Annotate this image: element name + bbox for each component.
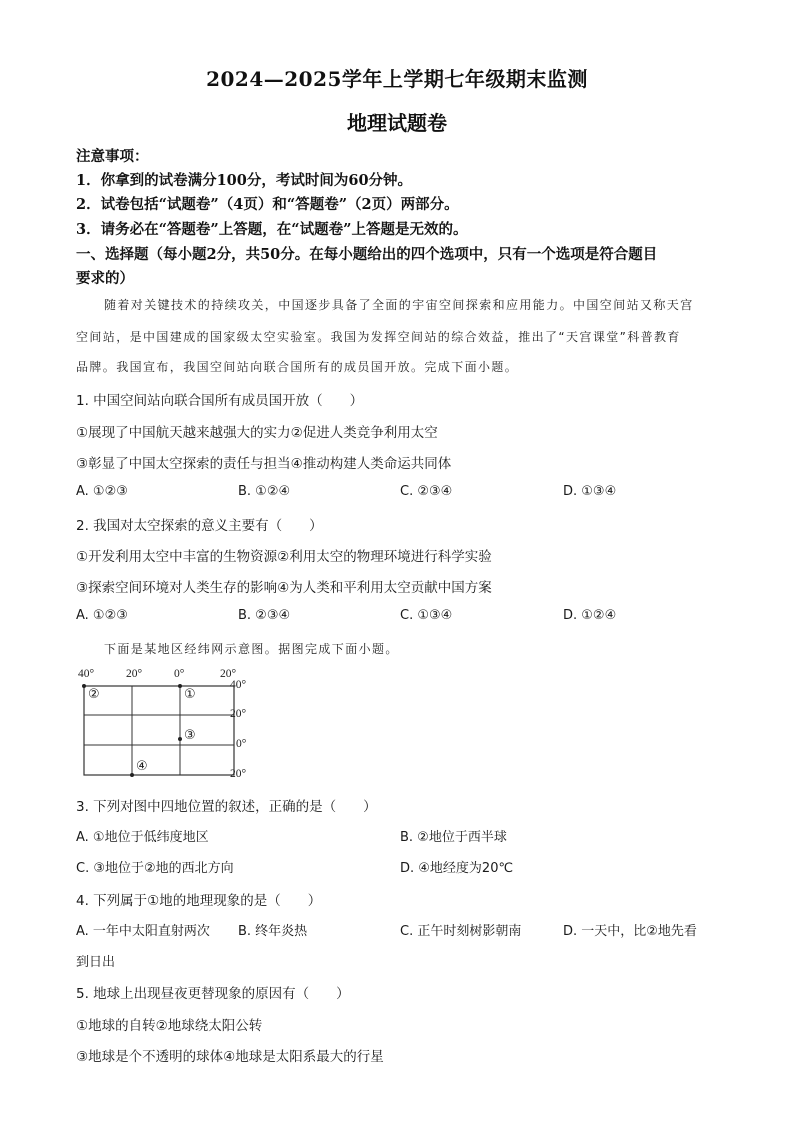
question-4-option-d-cont: 到日出 [76,955,116,970]
point-4-dot [130,773,134,777]
question-4-stem: 4. 下列属于①地的地理现象的是（ ） [76,893,322,909]
point-3-label: ③ [184,728,196,743]
question-2-option-c: C. ①③④ [400,608,453,623]
question-3-option-b: B. ②地位于西半球 [400,830,507,845]
graticule-map [74,668,264,783]
question-1-option-b: B. ①②④ [238,484,291,499]
lat-label: 40° [230,679,247,691]
exam-subtitle: 地理试题卷 [347,111,447,135]
question-4-option-d: D. 一天中，比②地先看 [563,924,697,939]
point-1-dot [178,684,182,688]
question-5-stem: 5. 地球上出现昼夜更替现象的原因有（ ） [76,986,350,1002]
lon-label: 20° [220,668,237,680]
question-1-statements-1: ①展现了中国航天越来越强大的实力②促进人类竞争利用太空 [76,425,438,441]
question-2-option-b: B. ②③④ [238,608,291,623]
passage-line: 品牌。我国宣布，我国空间站向联合国所有的成员国开放。完成下面小题。 [76,360,519,374]
question-2-stem: 2. 我国对太空探索的意义主要有（ ） [76,518,323,534]
lon-label: 20° [126,668,143,680]
question-3-option-c: C. ③地位于②地的西北方向 [76,861,234,876]
question-2-option-a: A. ①②③ [76,608,128,623]
question-1-stem: 1. 中国空间站向联合国所有成员国开放（ ） [76,393,364,409]
question-4-option-a: A. 一年中太阳直射两次 [76,924,210,939]
section-heading-line1: 一、选择题（每小题2分，共50分。在每小题给出的四个选项中，只有一个选项是符合题目 [76,246,658,263]
exam-title: 2024—2025学年上学期七年级期末监测 [206,67,588,91]
question-5-statements-1: ①地球的自转②地球绕太阳公转 [76,1018,263,1034]
lon-label: 40° [78,668,95,680]
point-2-dot [82,684,86,688]
passage-line: 随着对关键技术的持续攻关，中国逐步具备了全面的宇宙空间探索和应用能力。中国空间站又称天宫 [104,298,694,312]
question-2-statements-1: ①开发利用太空中丰富的生物资源②利用太空的物理环境进行科学实验 [76,549,492,565]
section-heading-line2: 要求的） [76,270,134,287]
passage-line: 空间站，是中国建成的国家级太空实验室。我国为发挥空间站的综合效益，推出了“天宫课堂”科普教育 [76,330,681,344]
question-1-option-c: C. ②③④ [400,484,453,499]
question-3-option-a: A. ①地位于低纬度地区 [76,830,209,845]
question-5-statements-2: ③地球是个不透明的球体④地球是太阳系最大的行星 [76,1049,384,1065]
lat-label: 0° [236,738,247,750]
lon-label: 0° [174,668,185,680]
notes-heading: 注意事项： [76,148,149,165]
notes-item-2: 2．试卷包括“试题卷”（4页）和“答题卷”（2页）两部分。 [76,196,459,213]
point-3-dot [178,737,182,741]
question-1-option-d: D. ①③④ [563,484,617,499]
map-intro: 下面是某地区经纬网示意图。据图完成下面小题。 [104,642,399,656]
lat-label: 20° [230,768,247,780]
question-3-option-d: D. ④地经度为20℃ [400,861,514,876]
question-4-option-b: B. 终年炎热 [238,924,308,939]
question-1-option-a: A. ①②③ [76,484,128,499]
point-4-label: ④ [136,759,148,774]
notes-item-3: 3．请务必在“答题卷”上答题，在“试题卷”上答题是无效的。 [76,221,468,238]
point-1-label: ① [184,687,196,702]
question-2-option-d: D. ①②④ [563,608,617,623]
lat-label: 20° [230,708,247,720]
point-2-label: ② [88,687,100,702]
question-2-statements-2: ③探索空间环境对人类生存的影响④为人类和平利用太空贡献中国方案 [76,580,492,596]
question-4-option-c: C. 正午时刻树影朝南 [400,924,522,939]
question-1-statements-2: ③彰显了中国太空探索的责任与担当④推动构建人类命运共同体 [76,456,452,472]
notes-item-1: 1．你拿到的试卷满分100分，考试时间为60分钟。 [76,172,413,189]
question-3-stem: 3. 下列对图中四地位置的叙述，正确的是（ ） [76,799,377,815]
